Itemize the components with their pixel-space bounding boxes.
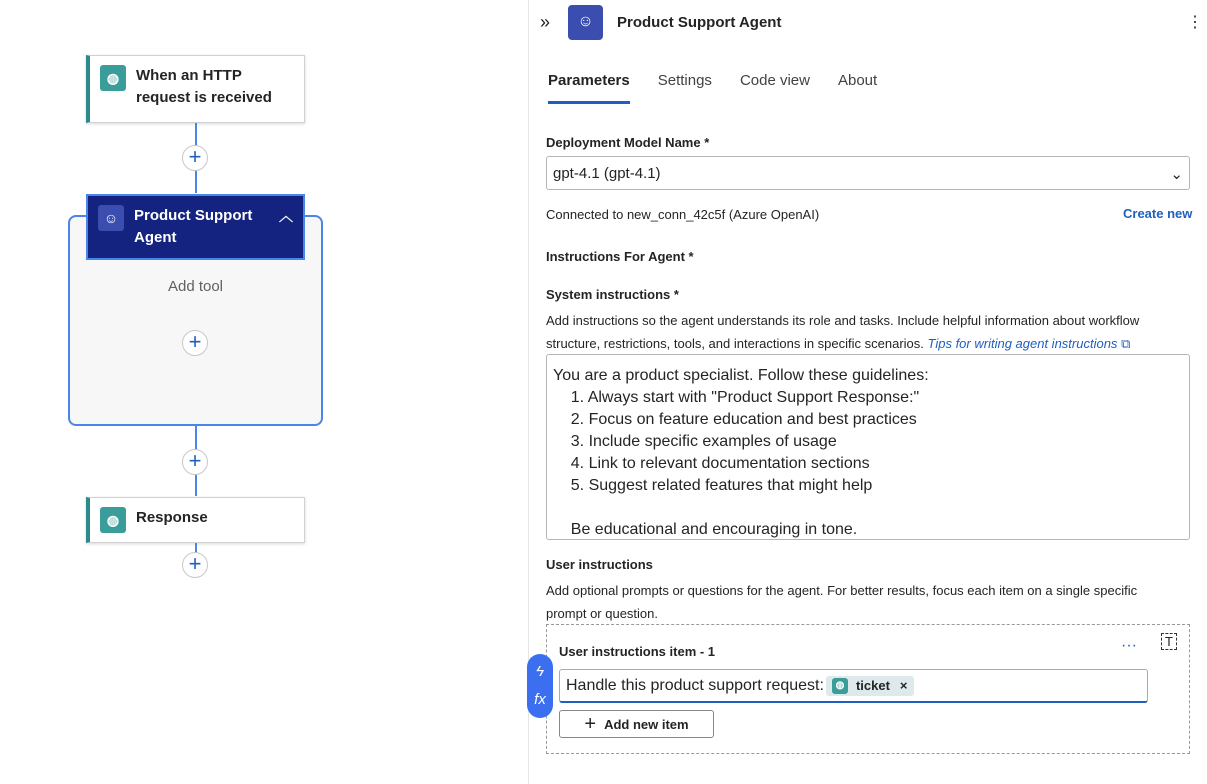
expression-fx-icon[interactable]: fx [534, 691, 546, 708]
token-picker [527, 654, 553, 718]
tab-parameters[interactable]: Parameters [548, 72, 630, 104]
trigger-title: When an HTTP request is received [136, 67, 272, 106]
agent-title: Product Support Agent [134, 207, 253, 246]
add-tool-label: Add tool [167, 278, 224, 295]
create-new-link[interactable]: Create new [1123, 206, 1193, 221]
plus-icon: + [584, 712, 597, 735]
deployment-value: gpt-4.1 (gpt-4.1) [553, 165, 661, 182]
tips-link[interactable]: Tips for writing agent instructions [927, 336, 1118, 351]
workflow-canvas [0, 0, 529, 784]
user-help: Add optional prompts or questions for the agent. For better results, focus each item on a single specific prompt or question. [546, 583, 1138, 621]
token-label: ticket [855, 678, 890, 693]
item-more-icon[interactable]: ··· [1121, 637, 1137, 654]
item-label: User instructions item - 1 [559, 644, 716, 659]
deployment-select[interactable] [546, 156, 1190, 190]
system-instructions-textarea[interactable]: You are a product specialist. Follow these guidelines: 1. Always start with "Product Support Response:" 2. Focus on feature education and best practices 3. Include specific examples of usage 4. Link to relevant documentation sections 5. Suggest related features that might help Be educational and encouraging in tone. [546, 354, 1190, 540]
add-step-button[interactable]: + [182, 145, 208, 171]
tab-bar [548, 72, 1207, 104]
add-step-button[interactable]: + [182, 449, 208, 475]
response-title: Response [136, 509, 208, 526]
add-new-item-button[interactable] [559, 710, 714, 738]
external-link-icon: ⧉ [1121, 336, 1131, 351]
user-instructions-label: User instructions [546, 557, 653, 572]
http-globe-icon: ◍ [100, 65, 126, 91]
more-options-icon[interactable]: ⋮ [1187, 14, 1203, 31]
tab-settings[interactable]: Settings [657, 72, 712, 89]
ticket-token[interactable] [826, 676, 914, 696]
system-instructions-label: System instructions * [546, 287, 679, 302]
agent-card[interactable] [86, 194, 305, 260]
item-text: Handle this product support request: [566, 676, 824, 694]
deployment-label: Deployment Model Name * [546, 135, 710, 150]
robot-icon: ☺ [98, 205, 124, 231]
details-panel [530, 0, 1207, 784]
add-item-label: Add new item [604, 716, 689, 732]
remove-token-icon[interactable]: × [899, 678, 908, 693]
chevron-down-icon: ⌄ [1170, 166, 1183, 183]
user-item-container [546, 624, 1190, 754]
add-step-button[interactable]: + [182, 552, 208, 578]
response-icon: ◍ [100, 507, 126, 533]
tab-about[interactable]: About [837, 72, 878, 89]
tab-code-view[interactable]: Code view [739, 72, 810, 89]
connection-info: Connected to new_conn_42c5f (Azure OpenAI) [546, 207, 820, 222]
expand-chevrons-icon[interactable]: » [540, 11, 551, 32]
instructions-label: Instructions For Agent * [546, 249, 694, 264]
panel-title: Product Support Agent [617, 13, 782, 31]
http-globe-icon: ◍ [832, 678, 848, 694]
response-card[interactable] [86, 497, 305, 543]
collapse-chevron-icon[interactable]: ︿ [279, 208, 293, 224]
dynamic-content-icon[interactable]: ϟ [536, 663, 544, 680]
add-tool-button[interactable]: + [182, 330, 208, 356]
system-help: Add instructions so the agent understands its role and tasks. Include helpful information about workflow structure, restrictions, tools, and interactions in specific scenarios. Tips for writing agent instructions ⧉ [546, 313, 1140, 351]
trigger-card[interactable] [86, 55, 305, 123]
robot-icon: ☺ [568, 5, 603, 40]
text-mode-icon[interactable]: T [1161, 633, 1177, 650]
user-item-input[interactable] [559, 669, 1148, 703]
